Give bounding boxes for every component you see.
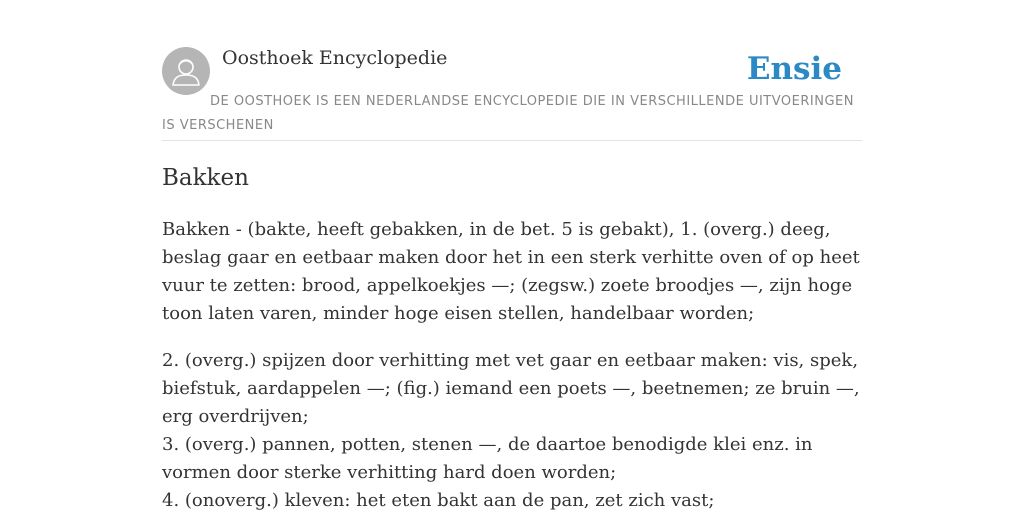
definition-sense-2: 2. (overg.) spijzen door verhitting met vet gaar en eetbaar maken: vis, spek, biefstuk, aardappelen —; (fig.) iemand een poets —, beetnemen; ze bruin —, erg overdrijven;	[162, 350, 860, 427]
article-paragraph	[162, 347, 862, 512]
article-title: Bakken	[162, 165, 249, 191]
article-paragraph: Bakken - (bakte, heeft gebakken, in de bet. 5 is gebakt), 1. (overg.) deeg, beslag gaar en eetbaar maken door het in een sterk verhitte oven of op heet vuur te zetten: brood, appelkoekjes —; (zegsw.) zoete broodjes —, zijn hoge toon laten varen, minder hoge eisen stellen, handelbaar worden;	[162, 219, 860, 324]
source-tagline: DE OOSTHOEK IS EEN NEDERLANDSE ENCYCLOPEDIE DIE IN VERSCHILLENDE UITVOERINGEN IS VERSCHENEN	[162, 94, 854, 133]
ensie-logo-link[interactable]: Ensie	[746, 51, 842, 87]
source-header	[162, 46, 862, 141]
user-avatar-icon[interactable]	[162, 47, 210, 95]
definition-sense-4: 4. (onoverg.) kleven: het eten bakt aan de pan, zet zich vast;	[162, 490, 715, 511]
definition-sense-3: 3. (overg.) pannen, potten, stenen —, de daartoe benodigde klei enz. in vormen door sterke verhitting hard doen worden;	[162, 434, 813, 483]
source-title[interactable]: Oosthoek Encyclopedie	[222, 47, 448, 69]
article	[162, 160, 862, 512]
